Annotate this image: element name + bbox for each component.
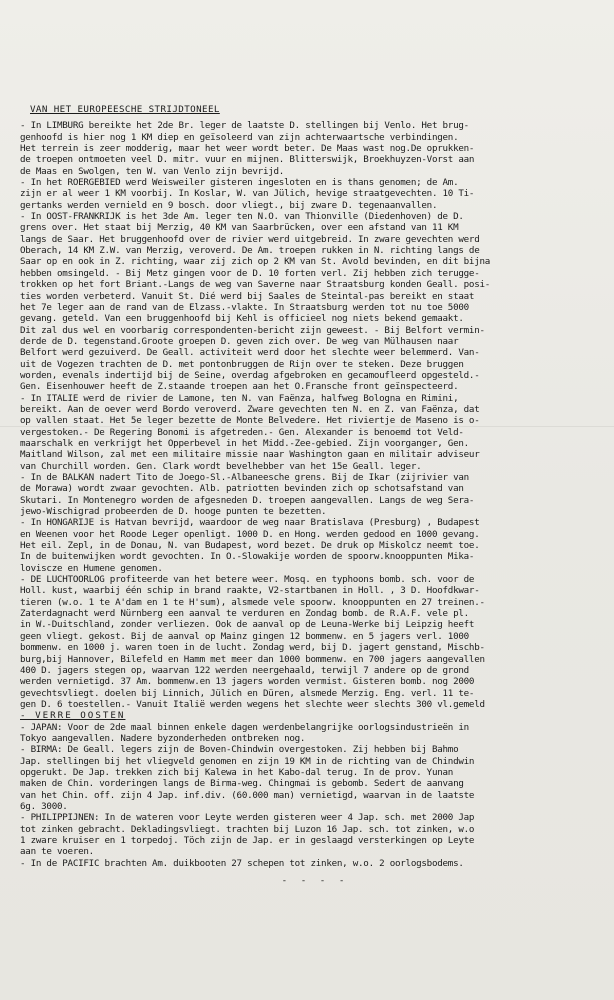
paragraph-philippijnen: - PHILIPPIJNEN: In de wateren voor Leyte werden gisteren weer 4 Jap. sch. met 2000 Jap tot zinken gebracht. Dekladingsvliegt. trachten bij Luzon 16 Jap. sch. tot zinken, w.o 1 zware kruiser en 1 torpedoj. Töch zijn de Jap. er in geslaagd versterkingen op Leyte aan te voeren. <box>20 812 475 858</box>
paragraph-luchtoorlog: - DE LUCHTOORLOG profiteerde van het betere weer. Mosq. en typhoons bomb. sch. voor de Holl. kust, waarbij één schip in brand raakte, V2-startbanen in Holl. , 3 D. Hoofdkwar- tieren (w.o. 1 te A'dam en 1 te H'sum), alsmede vele spoorw. knooppunten en 27 treinen.- Zaterdagnacht werd Nürnberg een aanval te verduren en Zondag bomb. de R.A.F. vele pl. in W.-Duitschland, zonder verliezen. Ook de aanval op de Leuna-Werke bij Leipzig heeft geen vliegt. gekost. Bij de aanval op Mainz gingen 12 bommenw. en 5 jagers verl. 1000 bommenw. en 1000 j. waren toen in de lucht. Zondag werd, bij D. jagert genstand, Mischb- burg,bij Hannover, Bilefeld en Hamm met meer dan 1000 bommenw. en 700 jagers aangevallen 400 D. jagers stegen op, waarvan 122 werden neergehaald, terwijl 7 andere op de grond werden vernietigd. 37 Am. bommenw.en 13 jagers worden vermist. Gisteren bomb. nog 2000 gevechtsvliegt. doelen bij Linnich, Jülich en Düren, alsmede Merzig. Eng. verl. 11 te- gen D. 6 toestellen.- Vanuit Italië werden wegens het slechte weer slechts 300 vl.gemeld <box>20 574 485 710</box>
document-page <box>20 104 610 886</box>
paragraph-roergebied: - In het ROERGEBIED werd Weisweiler gisteren ingesloten en is thans genomen; de Am. zijn er al weer 1 KM voorbij. In Koslar, W. van Jülich, hevige straatgevechten. 10 Ti- gertanks werden vernield en 9 bosch. door vliegt., bij zware D. tegenaanvallen. <box>20 177 475 211</box>
paragraph-hongarije: - In HONGARIJE is Hatvan bevrijd, waardoor de weg naar Bratislava (Presburg) , Budapest en Weenen voor het Roode Leger openligt. 1000 D. en Hong. werden gedood en 1000 gevang. Het eil. Zepl, in de Donau, N. van Budapest, word bezet. De druk op Miskolcz neemt toe. In de buitenwijken wordt gevochten. In O.-Slowakije worden de spoorw.knooppunten Mika- loviscze en Humene genomen. <box>20 517 480 574</box>
paragraph-balkan: - In de BALKAN nadert Tito de Joego-Sl.-Albaneesche grens. Bij de Ikar (zijrivier van de Morawa) wordt zwaar gevochten. Alb. patriotten bevinden zich op schotsafstand van Skutari. In Montenegro worden de afgesneden D. troepen aangevallen. Langs de weg Sera- jewo-Wischigrad probeerden de D. hooge punten te bezetten. <box>20 472 475 518</box>
paragraph-limburg: - In LIMBURG bereikte het 2de Br. leger de laatste D. stellingen bij Venlo. Het brug- genhoofd is hier nog 1 KM diep en geïsoleerd van zijn achterwaartsche verbindingen. Het terrein is zeer modderig, maar het weer wordt beter. De Maas wast nog.De oprukken- de troepen ontmoeten veel D. mitr. vuur en mijnen. Blitterswijk, Broekhuyzen-Vorst aan de Maas en Swolgen, ten W. van Venlo zijn bevrijd. <box>20 120 475 177</box>
paragraph-oost-frankrijk: - In OOST-FRANKRIJK is het 3de Am. leger ten N.O. van Thionville (Diedenhoven) de D. grens over. Het staat bij Merzig, 40 KM van Saarbrücken, over een afstand van 11 KM langs de Saar. Het bruggenhoofd over de rivier werd uitgebreid. In zware gevechten werd Oberach, 14 KM Z.W. van Merzig, veroverd. De Am. troepen rukken in N. richting langs de Saar op en ook in Z. richting, waar zij zich op 2 KM van St. Avold bevinden, en dit bijna hebben omsingeld. - Bij Metz gingen voor de D. 10 forten verl. Zij hebben zich terugge- trokken op het fort Briant.-Langs de weg van Saverne naar Straatsburg konden Geall. posi- ties worden verbeterd. Vanuit St. Dié werd bij Saales de Steintal-pas bereikt en staat het 7e leger aan de rand van de Elzass.-vlakte. In Straatsburg werden tot nu toe 5000 gevang. geteld. Van een bruggenhoofd bij Kehl is officieel nog niets bekend gemaakt. Dit zal dus wel en voorbarig correspondenten-bericht zijn geweest. - Bij Belfort vermin- derde de D. tegenstand.Groote groepen D. geven zich over. De weg van Mülhausen naar Belfort werd gezuiverd. De Geall. activiteit werd door het slechte weer belemmerd. Van- uit de Vogezen trachten de D. met pontonbruggen de Rijn over te steken. Deze bruggen worden, evenals indertijd bij de Seine, overdag afgebroken en gecamoufleerd opgesteld.- Gen. Eisenhouwer heeft de Z.staande troepen aan het O.Fransche front geïnspecteerd. <box>20 211 491 393</box>
paragraph-pacific: - In de PACIFIC brachten Am. duikbooten 27 schepen tot zinken, w.o. 2 oorlogsbodems. <box>20 857 464 869</box>
page-title: VAN HET EUROPEESCHE STRIJDTONEEL <box>30 104 220 115</box>
end-separator: - - - - <box>281 875 349 887</box>
paragraph-japan: - JAPAN: Voor de 2de maal binnen enkele dagen werdenbelangrijke oorlogsindustrieën in Tokyo aangevallen. Nadere byzonderheden ontbreken nog. <box>20 721 469 744</box>
paragraph-birma: - BIRMA: De Geall. legers zijn de Boven-Chindwin overgestoken. Zij hebben bij Bahmo Jap. stellingen bij het vliegveld genomen en zijn 19 KM in de richting van de Chindwin opgerukt. De Jap. trekken zich bij Kalewa in het Kabo-dal terug. In de prov. Yunan maken de Chin. vorderingen langs de Birma-weg. Chingmai is gebomb. Sedert de aanvang van het Chin. off. zijn 4 Jap. inf.div. (60.000 man) vernietigd, waarvan in de laatste 6g. 3000. <box>20 744 475 812</box>
section-heading-verre-oosten: - VERRE OOSTEN <box>20 710 126 722</box>
paragraph-italie: - In ITALIE werd de rivier de Lamone, ten N. van Faënza, halfweg Bologna en Rimini, bereikt. Aan de oever werd Bordo veroverd. Zware gevechten ten N. en Z. van Faënza, dat op vallen staat. Het 5e leger bezette de Monte Belvedere. Het riviertje de Maseno is o- vergestoken.- De Regering Bonomi is afgetreden.- Gen. Alexander is benoemd tot Veld- maarschalk en verkrijgt het Opperbevel in het Midd.-Zee-gebied. Zijn voorganger, Gen. Maitland Wilson, zal met een militaire missie naar Washington gaan en militair adviseur van Churchill worden. Gen. Clark wordt bevelhebber van het 15e Geall. leger. <box>20 392 480 472</box>
